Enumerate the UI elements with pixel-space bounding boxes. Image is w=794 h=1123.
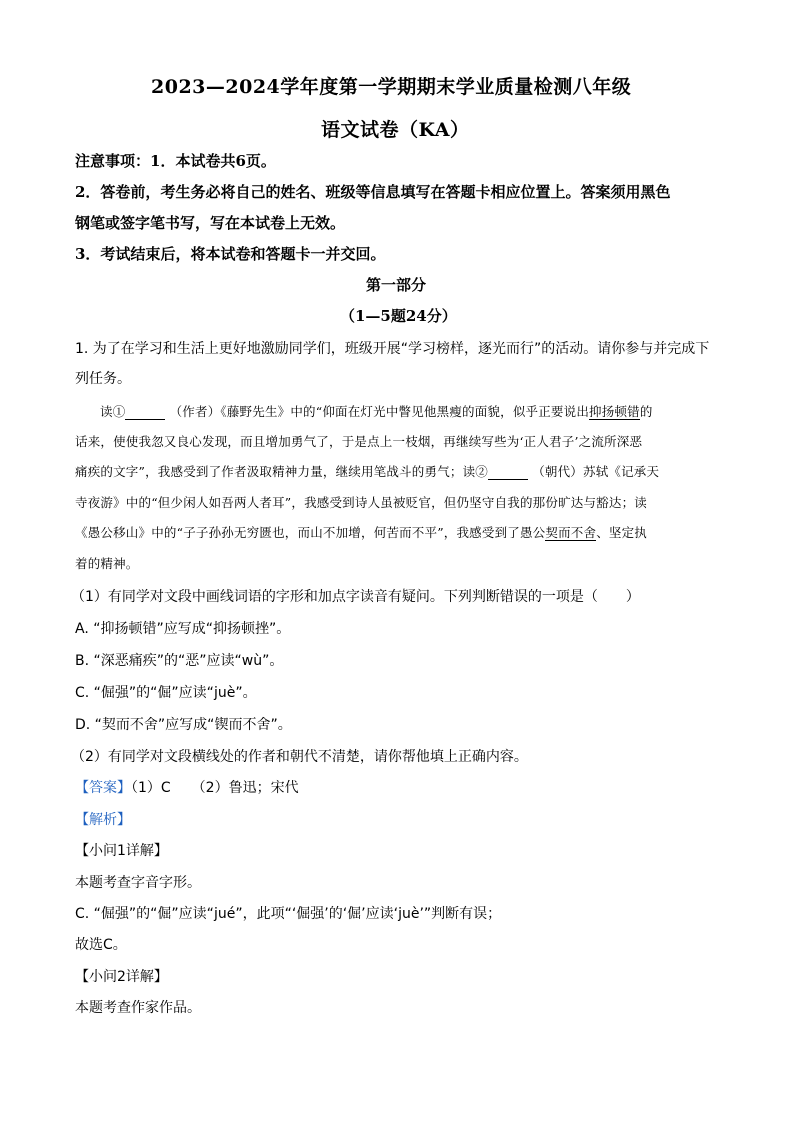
passage-text: 《愚公移山》中的“子子孙孙无穷匮也，而山不加增，何苦而不平”，我感受到了愚公 [75,525,546,540]
passage-line-5 [75,523,647,541]
underlined-word: 契而不舍 [545,525,597,540]
q2-detail-heading: 【小问2详解】 [75,969,168,985]
passage-line-6: 着的精神。 [75,556,139,571]
sub-question-1: （1）有同学对文段中画线词语的字形和加点字读音有疑问。下列判断错误的一项是（ ） [71,589,640,605]
sub-question-2: （2）有同学对文段横线处的作者和朝代不清楚，请你帮他填上正确内容。 [71,749,528,765]
page-title: 2023—2024学年度第一学期期末学业质量检测八年级 [151,76,632,98]
passage-line-1 [100,402,653,420]
question-stem-2: 列任务。 [75,371,131,387]
answer-tag: 【答案】 [75,780,131,796]
passage-line-2: 话来，使使我忽又良心发现，而且增加勇气了，于是点上一枝烟，再继续写些为‘正人君子’之流所深恶 [75,434,643,449]
answer-blank-2 [488,465,528,480]
passage-line-4: 寺夜游》中的“但少闲人如吾两人者耳”，我感受到诗人虽被贬官，但仍坚守自我的那份旷达与豁达；读 [75,495,647,510]
passage-text: 读① [100,404,126,419]
note-line-3: 钢笔或签字笔书写，写在本试卷上无效。 [75,214,346,232]
passage-text: 痛疾的文字”，我感受到了作者汲取精神力量，继续用笔战斗的勇气；读② [75,464,488,479]
passage-text: 的 [639,404,653,419]
underlined-word: 抑扬顿错 [589,404,640,419]
note-line-1: 注意事项：1．本试卷共6页。 [75,152,276,170]
note-line-2: 2．答卷前，考生务必将自己的姓名、班级等信息填写在答题卡相应位置上。答案须用黑色 [75,183,671,201]
passage-text: （作者）《藤野先生》中的“仰面在灯光中瞥见他黑瘦的面貌，似乎正要说出 [169,404,590,419]
part-range: （1—5题24分） [340,307,457,325]
answer-blank-1 [125,405,165,420]
part-heading: 第一部分 [366,276,427,294]
passage-text: 、坚定执 [596,525,648,540]
answer-line [75,777,299,797]
q2-detail-line-1: 本题考查作家作品。 [75,1000,201,1016]
option-d: D. “契而不舍”应写成“锲而不舍”。 [75,717,292,733]
question-stem-1: 1. 为了在学习和生活上更好地激励同学们，班级开展“学习榜样，逐光而行”的活动。请你参与并完成下 [75,341,710,357]
answer-text: （1）C （2）鲁迅；宋代 [131,780,299,796]
q1-detail-heading: 【小问1详解】 [75,843,168,859]
q1-detail-line-3: 故选C。 [75,937,127,953]
analysis-tag: 【解析】 [75,812,131,828]
option-a: A. “抑扬顿错”应写成“抑扬顿挫”。 [75,621,291,637]
page-subtitle: 语文试卷（KA） [321,119,470,141]
option-c: C. “倔强”的“倔”应读“juè”。 [75,685,257,701]
passage-line-3 [75,462,659,480]
option-b: B. “深恶痛疾”的“恶”应读“wù”。 [75,653,284,669]
q1-detail-line-1: 本题考查字音字形。 [75,875,201,891]
note-line-4: 3．考试结束后，将本试卷和答题卡一并交回。 [75,245,386,263]
q1-detail-line-2: C. “倔强”的“倔”应读“jué”，此项“‘倔强’的‘倔’应读‘juè’”判断有误； [75,906,502,922]
passage-text: （朝代）苏轼《记承天 [532,464,660,479]
